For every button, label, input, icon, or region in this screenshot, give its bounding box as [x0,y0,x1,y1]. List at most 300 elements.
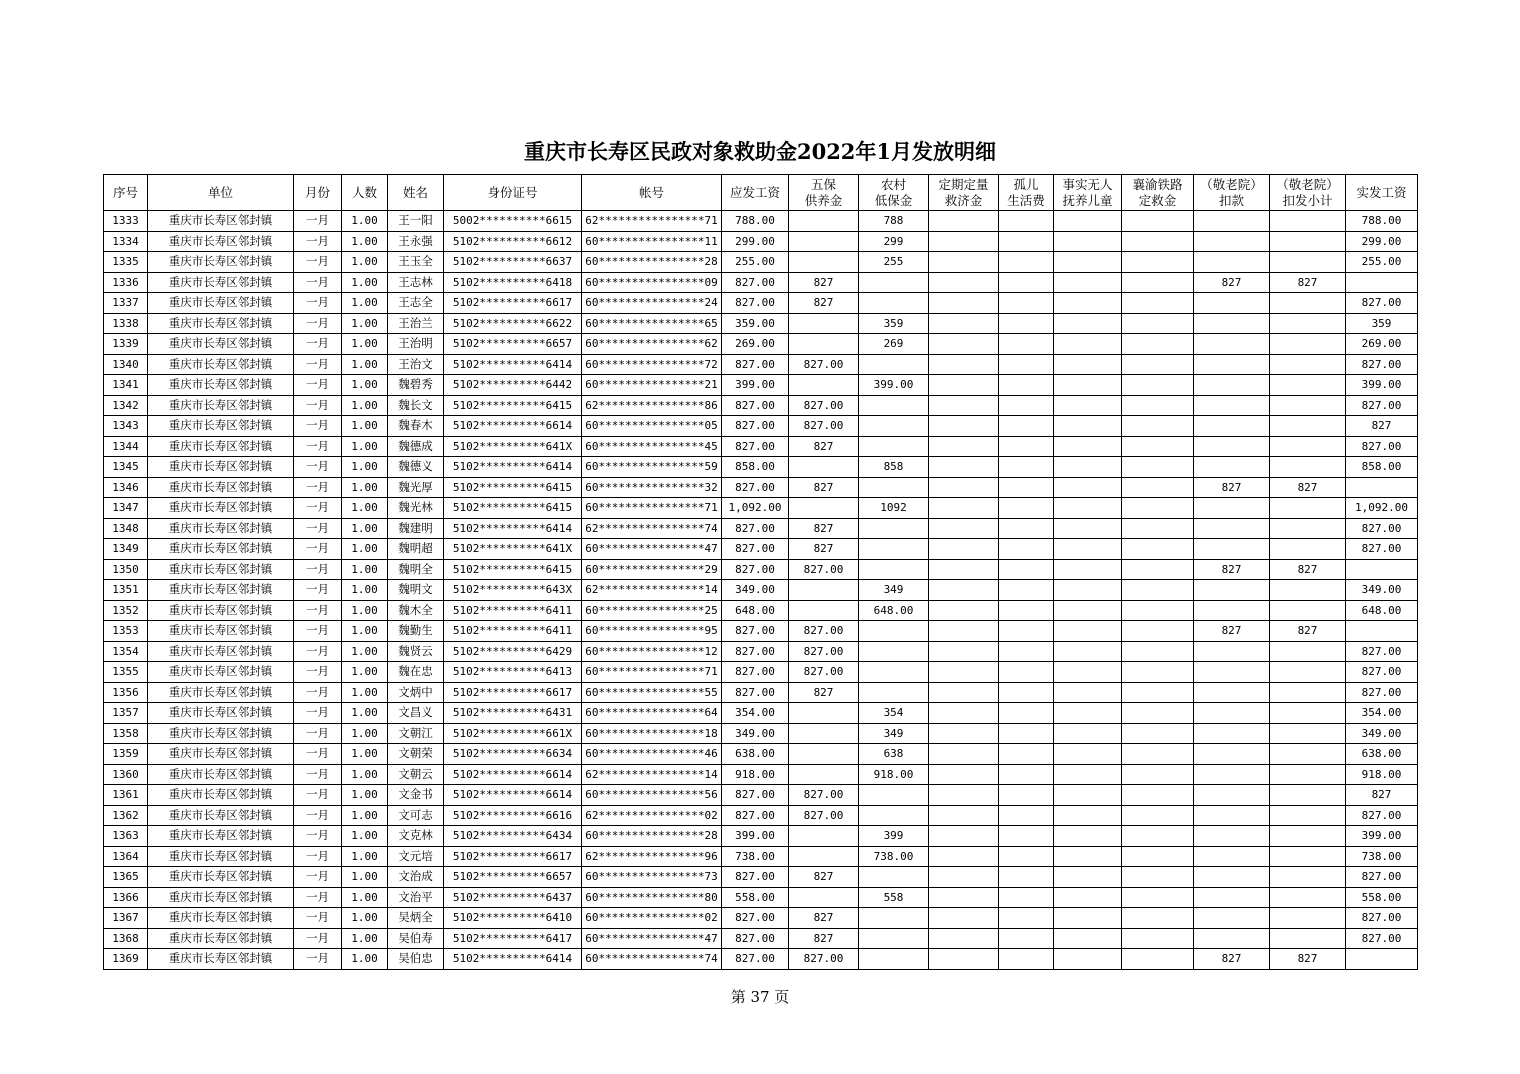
table-cell [1270,785,1346,806]
table-cell [1122,559,1194,580]
table-cell [929,231,999,252]
table-cell: 重庆市长寿区邻封镇 [148,272,294,293]
table-cell: 王志林 [388,272,444,293]
table-cell [1054,908,1122,929]
table-cell: 重庆市长寿区邻封镇 [148,457,294,478]
table-cell [929,272,999,293]
table-cell: 5102**********6411 [444,600,582,621]
table-cell [999,539,1054,560]
table-row [104,723,1418,744]
table-cell: 重庆市长寿区邻封镇 [148,805,294,826]
table-cell [1054,559,1122,580]
table-row [104,272,1418,293]
table-cell: 399.00 [1346,826,1418,847]
table-cell: 1.00 [342,334,388,355]
table-cell: 827.00 [1346,908,1418,929]
table-cell: 重庆市长寿区邻封镇 [148,518,294,539]
table-cell [929,600,999,621]
table-cell [1270,436,1346,457]
table-cell [1194,764,1270,785]
table-cell: 827.00 [789,395,859,416]
table-cell: 1341 [104,375,148,396]
table-cell [1122,375,1194,396]
table-cell: 重庆市长寿区邻封镇 [148,703,294,724]
table-cell: 一月 [294,354,342,375]
table-row [104,703,1418,724]
table-cell [859,908,929,929]
table-cell: 827.00 [722,518,789,539]
table-cell: 一月 [294,457,342,478]
table-cell: 827.00 [722,682,789,703]
table-cell [999,272,1054,293]
table-row [104,211,1418,232]
table-cell [929,395,999,416]
table-cell [1270,928,1346,949]
table-cell: 一月 [294,539,342,560]
table-cell [789,846,859,867]
table-cell [1122,908,1194,929]
table-cell: 1365 [104,867,148,888]
table-cell [999,334,1054,355]
table-cell: 王治明 [388,334,444,355]
table-cell: 5102**********6429 [444,641,582,662]
column-header: 五保 供养金 [789,175,859,211]
table-cell: 62****************14 [582,764,722,785]
table-cell [789,313,859,334]
table-cell: 349.00 [722,580,789,601]
table-cell: 5102**********6637 [444,252,582,273]
table-cell: 吴炳全 [388,908,444,929]
table-cell [1270,293,1346,314]
table-cell [1054,785,1122,806]
table-cell: 5102**********6614 [444,416,582,437]
table-cell: 1338 [104,313,148,334]
table-row [104,764,1418,785]
table-cell [1054,272,1122,293]
table-cell: 60****************73 [582,867,722,888]
table-cell: 一月 [294,682,342,703]
table-cell [1054,703,1122,724]
table-cell: 60****************47 [582,539,722,560]
table-cell: 827.00 [722,354,789,375]
table-cell: 638.00 [722,744,789,765]
table-cell: 一月 [294,518,342,539]
table-cell [1270,805,1346,826]
table-cell [1122,580,1194,601]
table-cell: 60****************72 [582,354,722,375]
table-cell: 1.00 [342,416,388,437]
column-header: 月份 [294,175,342,211]
table-cell: 一月 [294,846,342,867]
table-cell [1270,867,1346,888]
table-cell [1270,231,1346,252]
table-cell: 重庆市长寿区邻封镇 [148,662,294,683]
table-cell [1270,662,1346,683]
table-cell [1054,949,1122,970]
table-cell: 827.00 [722,559,789,580]
table-cell: 827.00 [789,559,859,580]
table-cell: 827.00 [722,477,789,498]
table-cell: 一月 [294,867,342,888]
table-cell [1122,416,1194,437]
table-cell: 1350 [104,559,148,580]
table-cell: 827 [1194,477,1270,498]
column-header: 身份证号 [444,175,582,211]
table-cell: 399.00 [1346,375,1418,396]
table-cell: 1351 [104,580,148,601]
table-cell: 858.00 [1346,457,1418,478]
table-cell: 62****************86 [582,395,722,416]
table-cell: 5102**********6411 [444,621,582,642]
table-cell [999,457,1054,478]
table-cell: 827 [1270,477,1346,498]
table-cell: 5102**********6414 [444,949,582,970]
table-cell [1270,539,1346,560]
table-cell [929,908,999,929]
table-cell: 827.00 [722,416,789,437]
table-cell: 魏光林 [388,498,444,519]
table-cell [1054,375,1122,396]
table-cell: 1.00 [342,498,388,519]
table-cell [929,805,999,826]
table-cell [1194,211,1270,232]
table-cell: 一月 [294,908,342,929]
table-cell: 1349 [104,539,148,560]
table-cell: 1360 [104,764,148,785]
table-cell [999,211,1054,232]
table-cell [1122,682,1194,703]
table-cell: 重庆市长寿区邻封镇 [148,293,294,314]
table-cell: 648.00 [722,600,789,621]
table-cell: 60****************55 [582,682,722,703]
table-cell [859,293,929,314]
table-cell [1194,313,1270,334]
table-cell [929,539,999,560]
table-cell [999,703,1054,724]
table-cell: 1.00 [342,785,388,806]
table-cell: 1,092.00 [1346,498,1418,519]
table-cell [999,375,1054,396]
table-cell: 299.00 [1346,231,1418,252]
table-cell: 1340 [104,354,148,375]
table-cell: 1.00 [342,457,388,478]
table-cell: 1.00 [342,211,388,232]
table-cell: 60****************25 [582,600,722,621]
table-cell: 788 [859,211,929,232]
table-cell: 827 [1270,559,1346,580]
table-cell [1122,703,1194,724]
table-cell [1194,580,1270,601]
table-cell: 62****************71 [582,211,722,232]
table-cell [999,518,1054,539]
table-cell [1270,641,1346,662]
table-cell [999,744,1054,765]
table-cell: 827 [789,682,859,703]
table-cell [1270,600,1346,621]
table-cell [929,949,999,970]
table-cell: 文可志 [388,805,444,826]
table-cell [999,785,1054,806]
table-cell: 60****************56 [582,785,722,806]
table-cell: 一月 [294,805,342,826]
table-cell: 269 [859,334,929,355]
table-cell: 827 [789,477,859,498]
column-header: 农村 低保金 [859,175,929,211]
table-row [104,539,1418,560]
table-cell [1054,887,1122,908]
table-cell [789,580,859,601]
table-cell [1346,477,1418,498]
table-cell: 60****************45 [582,436,722,457]
table-cell: 827.00 [1346,436,1418,457]
table-cell [999,580,1054,601]
table-cell: 827.00 [1346,539,1418,560]
table-cell: 1.00 [342,887,388,908]
table-cell: 1355 [104,662,148,683]
table-cell [1270,313,1346,334]
table-cell: 1.00 [342,518,388,539]
table-cell [859,621,929,642]
table-cell: 重庆市长寿区邻封镇 [148,682,294,703]
table-cell [1270,252,1346,273]
table-cell: 299 [859,231,929,252]
table-cell: 255.00 [1346,252,1418,273]
table-row [104,477,1418,498]
table-cell [1122,785,1194,806]
table-row [104,826,1418,847]
table-row [104,498,1418,519]
table-cell [1122,539,1194,560]
table-cell: 1.00 [342,395,388,416]
column-header: 应发工资 [722,175,789,211]
table-cell [1194,887,1270,908]
table-cell [1054,518,1122,539]
table-cell: 60****************64 [582,703,722,724]
table-cell [1346,272,1418,293]
table-cell [1270,334,1346,355]
table-cell: 827.00 [722,272,789,293]
table-cell: 60****************62 [582,334,722,355]
table-cell [999,231,1054,252]
table-cell [929,744,999,765]
table-cell: 王治兰 [388,313,444,334]
table-cell: 349 [859,723,929,744]
table-cell: 827.00 [1346,518,1418,539]
table-cell: 一月 [294,641,342,662]
table-cell [1122,334,1194,355]
relief-payment-table [103,174,1418,970]
table-cell: 一月 [294,559,342,580]
table-cell: 827.00 [789,785,859,806]
table-body [104,211,1418,970]
table-cell: 1352 [104,600,148,621]
table-cell: 738.00 [722,846,789,867]
table-cell: 354.00 [722,703,789,724]
table-cell [929,703,999,724]
table-cell: 269.00 [1346,334,1418,355]
table-cell: 827 [789,518,859,539]
table-cell [1122,744,1194,765]
table-cell: 60****************71 [582,498,722,519]
column-header: 实发工资 [1346,175,1418,211]
table-cell: 788.00 [1346,211,1418,232]
table-cell: 5102**********6417 [444,928,582,949]
table-cell [999,949,1054,970]
table-cell: 827 [789,272,859,293]
table-cell [1122,477,1194,498]
table-cell: 918.00 [859,764,929,785]
table-cell: 827.00 [722,395,789,416]
table-cell: 5102**********6431 [444,703,582,724]
table-cell [929,354,999,375]
table-cell: 魏明超 [388,539,444,560]
column-header: 帐号 [582,175,722,211]
table-cell [859,416,929,437]
table-cell: 1.00 [342,928,388,949]
table-cell: 重庆市长寿区邻封镇 [148,744,294,765]
table-cell: 918.00 [722,764,789,785]
table-cell: 399.00 [722,375,789,396]
table-cell [1270,744,1346,765]
table-cell [1270,457,1346,478]
table-cell: 1.00 [342,867,388,888]
table-cell [929,477,999,498]
table-cell [999,252,1054,273]
table-cell: 359 [1346,313,1418,334]
table-cell [999,846,1054,867]
table-cell [1270,723,1346,744]
table-row [104,580,1418,601]
table-cell: 1333 [104,211,148,232]
table-cell: 1.00 [342,252,388,273]
table-cell [929,252,999,273]
table-cell: 1.00 [342,826,388,847]
table-cell [929,498,999,519]
table-cell [1054,723,1122,744]
table-cell [1122,846,1194,867]
table-cell [929,334,999,355]
table-cell: 1.00 [342,846,388,867]
table-cell: 827 [789,436,859,457]
table-cell [929,682,999,703]
table-row [104,867,1418,888]
table-cell: 魏勤生 [388,621,444,642]
table-cell [1122,457,1194,478]
table-cell: 60****************47 [582,928,722,949]
table-cell: 60****************80 [582,887,722,908]
table-cell: 827.00 [722,867,789,888]
table-cell [1122,764,1194,785]
table-cell [1122,354,1194,375]
table-cell: 1.00 [342,293,388,314]
table-cell: 重庆市长寿区邻封镇 [148,867,294,888]
table-cell: 827.00 [789,416,859,437]
table-cell [929,846,999,867]
table-cell: 1.00 [342,580,388,601]
table-cell: 重庆市长寿区邻封镇 [148,928,294,949]
table-cell [1122,723,1194,744]
table-cell: 827.00 [722,621,789,642]
table-cell [1054,867,1122,888]
table-cell: 1.00 [342,539,388,560]
table-cell: 重庆市长寿区邻封镇 [148,826,294,847]
table-cell [999,498,1054,519]
table-cell: 一月 [294,764,342,785]
table-cell [929,518,999,539]
table-cell [1054,621,1122,642]
table-cell [1194,375,1270,396]
table-cell: 1.00 [342,723,388,744]
table-cell [1270,764,1346,785]
table-cell [929,313,999,334]
table-cell: 858 [859,457,929,478]
table-cell: 827.00 [1346,293,1418,314]
table-cell: 5102**********6414 [444,457,582,478]
table-cell: 王志全 [388,293,444,314]
table-cell: 827.00 [722,539,789,560]
table-cell [859,559,929,580]
table-cell: 858.00 [722,457,789,478]
table-cell: 魏明文 [388,580,444,601]
table-cell: 827.00 [722,805,789,826]
table-cell [1346,621,1418,642]
table-cell: 文朝荣 [388,744,444,765]
table-cell [789,231,859,252]
table-cell: 魏明全 [388,559,444,580]
table-cell: 1.00 [342,764,388,785]
table-cell: 重庆市长寿区邻封镇 [148,949,294,970]
table-cell [929,580,999,601]
table-cell: 1347 [104,498,148,519]
table-cell: 1343 [104,416,148,437]
table-row [104,682,1418,703]
table-cell: 重庆市长寿区邻封镇 [148,887,294,908]
table-cell [1194,600,1270,621]
table-cell [1122,252,1194,273]
table-cell [1194,846,1270,867]
table-row [104,518,1418,539]
table-cell [1122,211,1194,232]
table-cell: 王玉全 [388,252,444,273]
table-cell: 827 [1194,621,1270,642]
table-cell: 一月 [294,928,342,949]
table-cell: 60****************18 [582,723,722,744]
table-cell [1194,785,1270,806]
table-cell: 重庆市长寿区邻封镇 [148,600,294,621]
table-cell: 重庆市长寿区邻封镇 [148,231,294,252]
table-cell [1270,580,1346,601]
table-cell: 文治平 [388,887,444,908]
table-cell [999,395,1054,416]
table-cell: 827.00 [789,805,859,826]
table-cell [999,662,1054,683]
table-cell: 1.00 [342,375,388,396]
table-cell [1270,375,1346,396]
table-cell [789,457,859,478]
table-cell [1194,457,1270,478]
table-cell [1054,928,1122,949]
table-cell: 5102**********6442 [444,375,582,396]
column-header: 姓名 [388,175,444,211]
table-cell: 60****************59 [582,457,722,478]
table-cell: 重庆市长寿区邻封镇 [148,395,294,416]
table-row [104,252,1418,273]
table-cell: 827.00 [722,928,789,949]
table-cell: 重庆市长寿区邻封镇 [148,354,294,375]
table-cell [859,805,929,826]
table-cell: 一月 [294,334,342,355]
table-cell: 5102**********6622 [444,313,582,334]
